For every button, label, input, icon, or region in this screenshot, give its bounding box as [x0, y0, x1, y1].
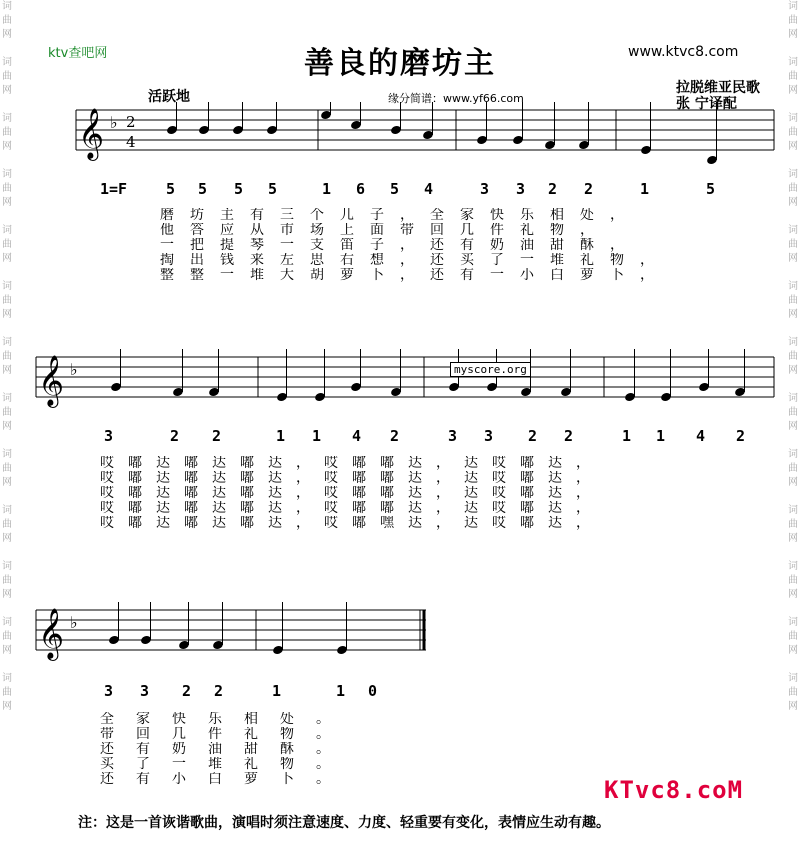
lyric-line: 还有小白萝卜。 [100, 772, 352, 787]
jianpu-digit: 2 [182, 682, 192, 700]
lyric-line: 哎嘟达嘟达嘟达，哎嘟嘟达，达哎嘟达， [100, 471, 604, 486]
side-watermark-char: 网 [2, 645, 12, 656]
jianpu-digit: 4 [696, 427, 706, 445]
side-watermark-char: 词 [788, 57, 798, 68]
jianpu-digit: 2 [584, 180, 594, 198]
flat-icon: ♭ [70, 360, 78, 379]
side-watermark-char: 词 [2, 449, 12, 460]
flat-icon: ♭ [70, 613, 78, 632]
side-watermark-char: 网 [788, 141, 798, 152]
footnote: 注：这是一首诙谐歌曲，演唱时须注意速度、力度、轻重要有变化，表情应生动有趣。 [78, 815, 610, 831]
side-watermark-char: 网 [2, 253, 12, 264]
side-watermark-char: 网 [788, 253, 798, 264]
side-watermark-char: 曲 [2, 519, 12, 530]
side-watermark-char: 网 [2, 29, 12, 40]
side-watermark-char: 词 [2, 337, 12, 348]
side-watermark-char: 曲 [2, 351, 12, 362]
side-watermark-char: 词 [788, 617, 798, 628]
side-watermark-char: 词 [2, 617, 12, 628]
lyric-line: 带回几件礼物。 [100, 727, 352, 742]
side-watermark-char: 词 [2, 57, 12, 68]
side-watermark-char: 曲 [788, 127, 798, 138]
jianpu-digit: 3 [484, 427, 494, 445]
side-watermark-char: 曲 [2, 183, 12, 194]
jianpu-digit: 5 [234, 180, 244, 198]
jianpu-digit: 1 [276, 427, 286, 445]
jianpu-digit: 1 [312, 427, 322, 445]
side-watermark-char: 曲 [788, 351, 798, 362]
jianpu-digit: 3 [104, 427, 114, 445]
side-watermark-char: 曲 [2, 239, 12, 250]
key-signature-text: 1=F [100, 180, 128, 198]
side-watermark-char: 网 [2, 477, 12, 488]
side-watermark-char: 曲 [788, 15, 798, 26]
jianpu-digit: 3 [448, 427, 458, 445]
lyric-line: 掏出钱来左思右想，还买了一堆礼物， [160, 253, 670, 268]
side-watermark-char: 网 [2, 365, 12, 376]
side-watermark-char: 词 [788, 561, 798, 572]
side-watermark-char: 曲 [788, 295, 798, 306]
side-watermark-char: 词 [788, 281, 798, 292]
side-watermark-char: 曲 [788, 71, 798, 82]
jianpu-digit: 1 [640, 180, 650, 198]
side-watermark-char: 曲 [788, 183, 798, 194]
time-sig-bottom: 4 [126, 133, 136, 151]
lyric-line: 还有奶油甜酥。 [100, 742, 352, 757]
jianpu-digit: 1 [622, 427, 632, 445]
jianpu-digit: 3 [516, 180, 526, 198]
side-watermark-char: 词 [788, 393, 798, 404]
side-watermark-char: 网 [2, 197, 12, 208]
lyric-line: 哎嘟达嘟达嘟达，哎嘟嘟达，达哎嘟达， [100, 456, 604, 471]
jianpu-digit: 5 [198, 180, 208, 198]
jianpu-digit: 4 [424, 180, 434, 198]
side-watermark-char: 词 [788, 225, 798, 236]
side-watermark-char: 曲 [2, 463, 12, 474]
lyric-line: 一把提琴一支笛子，还有奶油甜酥， [160, 238, 640, 253]
side-watermark-char: 曲 [2, 575, 12, 586]
site-name-left: ktv查吧网 [48, 46, 108, 61]
side-watermark-char: 词 [788, 505, 798, 516]
side-watermark-char: 网 [788, 701, 798, 712]
side-watermark-char: 网 [2, 309, 12, 320]
side-watermark-char: 词 [788, 113, 798, 124]
side-watermark-char: 网 [788, 197, 798, 208]
side-watermark-char: 词 [2, 281, 12, 292]
side-watermark-char: 曲 [2, 127, 12, 138]
side-watermark-char: 网 [2, 701, 12, 712]
side-watermark-char: 词 [2, 561, 12, 572]
side-watermark-char: 曲 [788, 687, 798, 698]
side-watermark-char: 网 [788, 365, 798, 376]
side-watermark-char: 网 [2, 85, 12, 96]
jianpu-digit: 3 [104, 682, 114, 700]
lyric-line: 整整一堆大胡萝卜，还有一小白萝卜， [160, 268, 670, 283]
time-sig-top: 2 [126, 113, 136, 131]
side-watermark-char: 词 [788, 449, 798, 460]
side-watermark-char: 网 [788, 477, 798, 488]
side-watermark-char: 网 [2, 533, 12, 544]
side-watermark-char: 网 [788, 421, 798, 432]
side-watermark-char: 词 [2, 673, 12, 684]
flat-icon: ♭ [110, 113, 118, 132]
ktvc8-logo: KTvc8.coM [604, 776, 744, 804]
side-watermark-char: 词 [788, 169, 798, 180]
jianpu-digit: 6 [356, 180, 366, 198]
side-watermark-char: 词 [2, 1, 12, 12]
lyric-line: 哎嘟达嘟达嘟达，哎嘟嘟达，达哎嘟达， [100, 501, 604, 516]
side-watermark-char: 网 [2, 141, 12, 152]
side-watermark-char: 曲 [788, 463, 798, 474]
jianpu-digit: 3 [480, 180, 490, 198]
composer-origin: 拉脱维亚民歌 [676, 80, 760, 96]
jianpu-digit: 2 [564, 427, 574, 445]
jianpu-digit: 3 [140, 682, 150, 700]
lyric-line: 全家快乐相处。 [100, 712, 352, 727]
lyric-line: 他答应从市场上面带回几件礼物， [160, 223, 610, 238]
jianpu-digit: 2 [214, 682, 224, 700]
side-watermark-char: 词 [2, 393, 12, 404]
side-watermark-char: 曲 [788, 519, 798, 530]
treble-clef-icon: 𝄞 [38, 355, 65, 406]
side-watermark-char: 词 [2, 505, 12, 516]
treble-clef-icon: 𝄞 [38, 608, 65, 659]
treble-clef-icon: 𝄞 [78, 108, 105, 159]
side-watermark-char: 曲 [2, 407, 12, 418]
side-watermark-char: 网 [2, 421, 12, 432]
side-watermark-char: 词 [788, 337, 798, 348]
side-watermark-char: 词 [788, 673, 798, 684]
side-watermark-char: 词 [2, 169, 12, 180]
side-watermark-char: 曲 [788, 407, 798, 418]
tempo-marking: 活跃地 [148, 89, 190, 105]
jianpu-digit: 1 [656, 427, 666, 445]
side-watermark-char: 网 [788, 589, 798, 600]
jianpu-digit: 5 [706, 180, 716, 198]
side-watermark-char: 曲 [788, 239, 798, 250]
jianpu-digit: 2 [212, 427, 222, 445]
jianpu-digit: 2 [528, 427, 538, 445]
side-watermark-char: 曲 [2, 631, 12, 642]
lyric-line: 哎嘟达嘟达嘟达，哎嘟嘿达，达哎嘟达， [100, 516, 604, 531]
jianpu-digit: 4 [352, 427, 362, 445]
jianpu-digit: 5 [268, 180, 278, 198]
side-watermark-char: 网 [788, 645, 798, 656]
song-title: 善良的磨坊主 [304, 46, 496, 81]
lyric-line: 磨坊主有三个儿子，全家快乐相处， [160, 208, 640, 223]
site-url-right: www.ktvc8.com [628, 44, 739, 60]
side-watermark-char: 网 [788, 85, 798, 96]
jianpu-digit: 2 [548, 180, 558, 198]
composer-translator: 张 宁译配 [676, 96, 737, 112]
jianpu-digit: 1 [322, 180, 332, 198]
jianpu-digit: 0 [368, 682, 378, 700]
side-watermark-char: 曲 [788, 575, 798, 586]
lyric-line: 哎嘟达嘟达嘟达，哎嘟嘟达，达哎嘟达， [100, 486, 604, 501]
side-watermark-char: 词 [788, 1, 798, 12]
side-watermark-char: 曲 [788, 631, 798, 642]
side-watermark-char: 曲 [2, 71, 12, 82]
transcriber-credit: 缘分简谱：www.yf66.com [388, 92, 524, 105]
side-watermark-char: 网 [2, 589, 12, 600]
jianpu-digit: 2 [390, 427, 400, 445]
jianpu-digit: 2 [736, 427, 746, 445]
lyric-line: 买了一堆礼物。 [100, 757, 352, 772]
jianpu-digit: 2 [170, 427, 180, 445]
side-watermark-char: 网 [788, 309, 798, 320]
jianpu-digit: 5 [166, 180, 176, 198]
watermark: myscore.org [450, 362, 531, 377]
side-watermark-char: 曲 [2, 15, 12, 26]
jianpu-digit: 1 [272, 682, 282, 700]
side-watermark-char: 词 [2, 225, 12, 236]
side-watermark-char: 网 [788, 533, 798, 544]
side-watermark-char: 网 [788, 29, 798, 40]
jianpu-digit: 5 [390, 180, 400, 198]
side-watermark-char: 词 [2, 113, 12, 124]
jianpu-digit: 1 [336, 682, 346, 700]
side-watermark-char: 曲 [2, 295, 12, 306]
side-watermark-char: 曲 [2, 687, 12, 698]
